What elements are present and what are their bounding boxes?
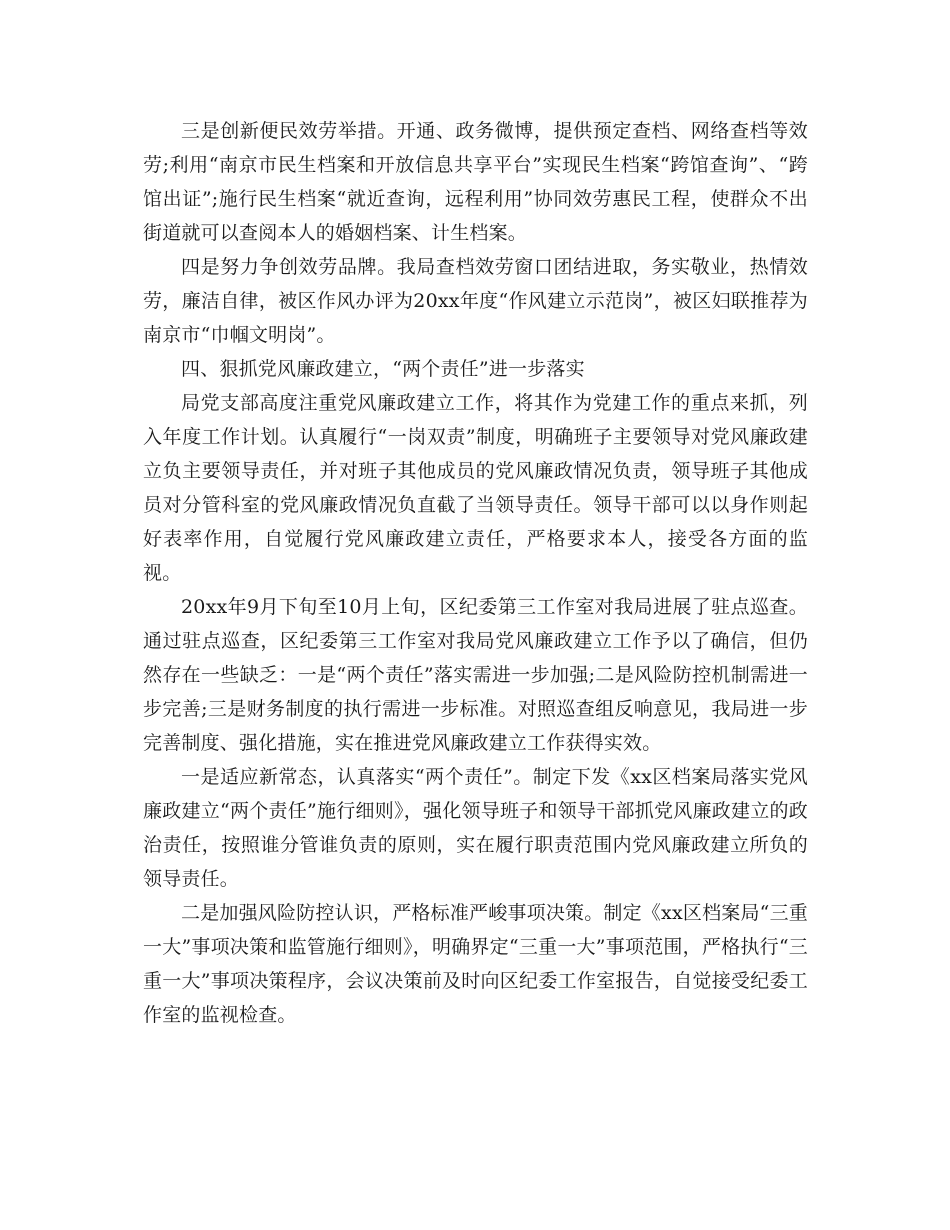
- paragraph: 四是努力争创效劳品牌。我局查档效劳窗口团结进取，务实敬业，热情效劳，廉洁自律，被区作风办评为20xx年度“作风建立示范岗”，被区妇联推荐为南京市“巾帼文明岗”。: [143, 256, 808, 346]
- document-body: [143, 114, 808, 1032]
- paragraph: 一是适应新常态，认真落实“两个责任”。制定下发《xx区档案局落实党风廉政建立“两个责任”施行细则》，强化领导班子和领导干部抓党风廉政建立的政治责任，按照谁分管谁负责的原则，实在履行职责范围内党风廉政建立所负的领导责任。: [143, 766, 808, 890]
- paragraph: 二是加强风险防控认识，严格标准严峻事项决策。制定《xx区档案局“三重一大”事项决策和监管施行细则》，明确界定“三重一大”事项范围，严格执行“三重一大”事项决策程序，会议决策前及时向区纪委工作室报告，自觉接受纪委工作室的监视检查。: [143, 902, 808, 1026]
- paragraph: 三是创新便民效劳举措。开通、政务微博，提供预定查档、网络查档等效劳;利用“南京市民生档案和开放信息共享平台”实现民生档案“跨馆查询”、“跨馆出证”;施行民生档案“就近查询，远程利用”协同效劳惠民工程，使群众不出街道就可以查阅本人的婚姻档案、计生档案。: [143, 120, 808, 244]
- paragraph: 20xx年9月下旬至10月上旬，区纪委第三工作室对我局进展了驻点巡查。通过驻点巡查，区纪委第三工作室对我局党风廉政建立工作予以了确信，但仍然存在一些缺乏：一是“两个责任”落实需进一步加强;二是风险防控机制需进一步完善;三是财务制度的执行需进一步标准。对照巡查组反响意见，我局进一步完善制度、强化措施，实在推进党风廉政建立工作获得实效。: [143, 596, 808, 754]
- paragraph: 局党支部高度注重党风廉政建立工作，将其作为党建工作的重点来抓，列入年度工作计划。认真履行“一岗双责”制度，明确班子主要领导对党风廉政建立负主要领导责任，并对班子其他成员的党风廉政情况负责，领导班子其他成员对分管科室的党风廉政情况负直截了当领导责任。领导干部可以以身作则起好表率作用，自觉履行党风廉政建立责任，严格要求本人，接受各方面的监视。: [143, 392, 808, 584]
- section-heading: 四、狠抓党风廉政建立，“两个责任”进一步落实: [181, 358, 585, 380]
